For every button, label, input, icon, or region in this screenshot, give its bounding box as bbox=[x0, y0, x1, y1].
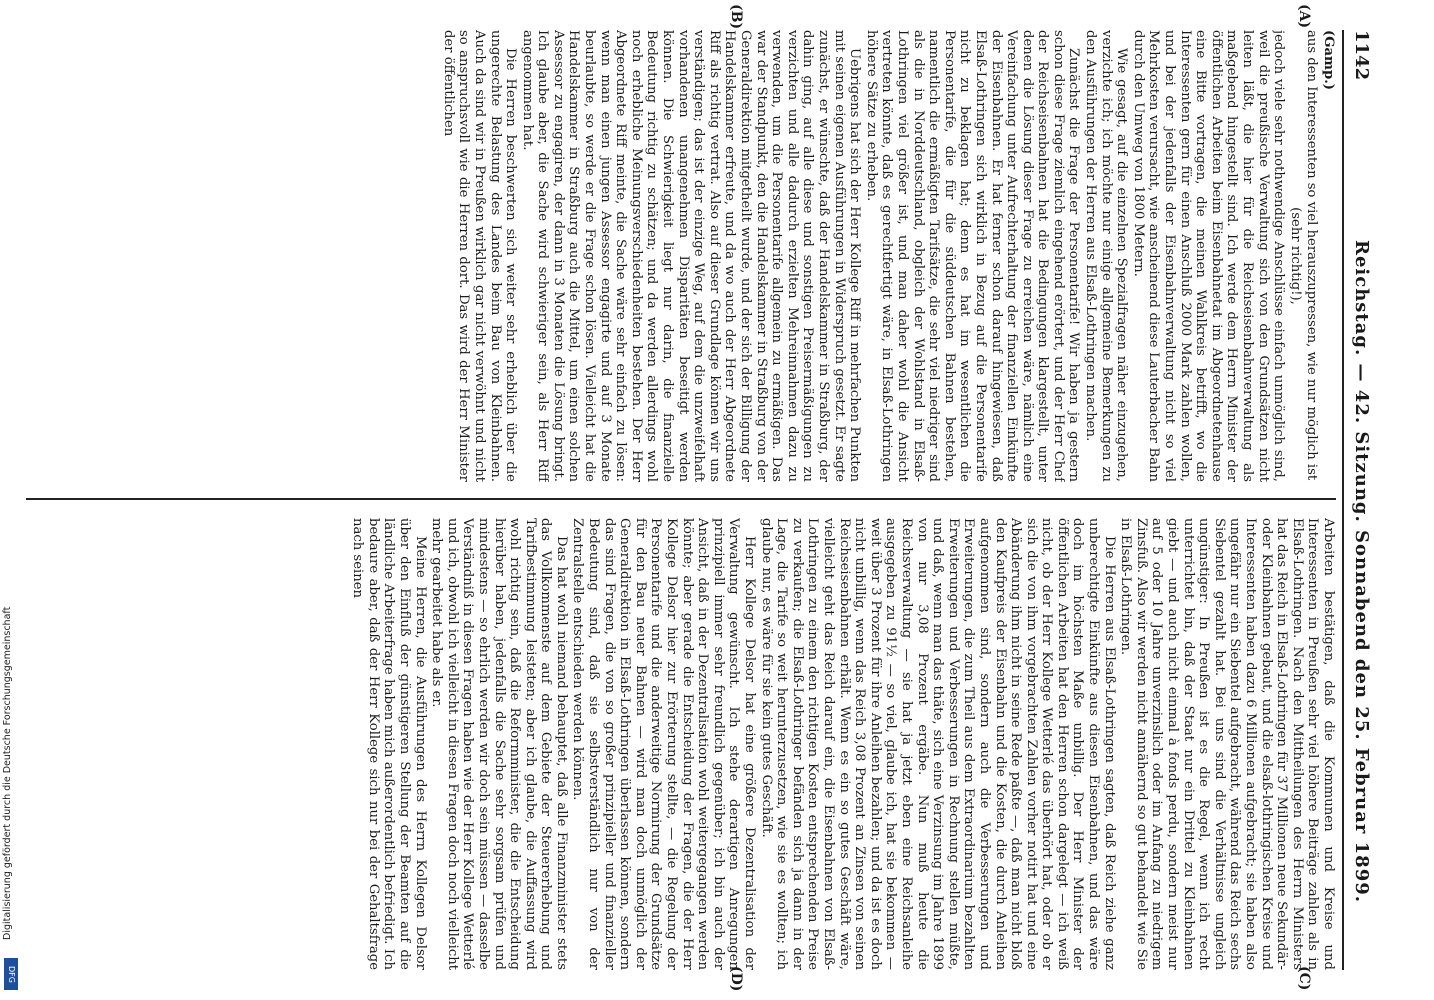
page-header bbox=[1342, 30, 1376, 970]
speaker-label: (Gamp.) bbox=[1321, 30, 1336, 91]
margin-mark-d: (D) bbox=[728, 966, 744, 992]
left-column bbox=[26, 30, 1336, 482]
right-column bbox=[26, 518, 1336, 970]
paragraph: aus den Interessenten so viel herauszupressen, wie nur möglich ist bbox=[1304, 30, 1320, 481]
margin-mark-b: (B) bbox=[728, 4, 744, 30]
paragraph: Wie gesagt, auf die einzelnen Spezialfragen näher einzugehen, verzichte ich; ich möchte nur einige allgemeine Bemerkungen zu den Ausführungen der Herren aus Elsaß-Lothringen machen. bbox=[1083, 30, 1130, 482]
rotated-page-content bbox=[4, 0, 1384, 1000]
paragraph: Das hat wohl niemand behauptet, daß alle Finanzminister stets das Vollkommenste auf dem Gebiete der Steuererhebung und Tarifbestimmung leisteten; aber ich glaube, die Auffassung wird wohl richtig sein, daß die Reformminister, die die Entscheidung hierüber haben, jedenfalls die Sache sehr sorgsam prüfen und mindestens — so ehrlich werden wir doch sein müssen — dasselbe Verständniß in diesen Fragen haben wie der Herr Kollege Wetterlé und ich, obwohl ich vielleicht in diesen Fragen doch noch vielleicht mehr gearbeitet habe als er. bbox=[429, 518, 569, 970]
digitization-credit: Digitalisierung gefördert durch die Deutsche Forschungsgemeinschaft bbox=[2, 606, 13, 940]
margin-mark-a: (A) bbox=[1296, 4, 1312, 29]
paragraph: Die Herren beschwerten sich weiter sehr erheblich über die ungerechte Belastung des Landes beim Bau von Kleinbahnen. Auch da sind wir in Preußen wirklich gar nicht verwöhnt und nicht so anspruchsvoll wie die Herren dort. Das wird der Herr Minister der öffentlichen bbox=[440, 30, 519, 482]
paragraph: Zunächst die Frage der Personentarife! Wir haben ja gestern schon diese Frage ziemlich eingehend erörtert, und der Herr Chef der Reichseisenbahnen hat die Bedingungen klargestellt, unter denen die Lösung dieser Frage zu erreichen wäre, nämlich eine Vereinfachung unter Aufrechterhaltung der finanziellen Einkünfte der Eisenbahnen. Er hat ferner schon darauf hingewiesen, daß Elsaß-Lothringen sich wirklich in Bezug auf die Personentarife nicht zu beklagen hat; denn es hat im wesentlichen die Personentarife, die für die süddeutschen Bahnen bestehen, namentlich die ermäßigten Tarifsätze, die sehr viel niedriger sind als die in Norddeutschland, obgleich der Wohlstand in Elsaß-Lothringen viel größer ist, und man daher wohl die Ansicht vertreten könnte, daß es gerechtfertigt wäre, in Elsaß-Lothringen höhere Sätze zu erheben. bbox=[863, 30, 1082, 482]
paragraph: Arbeiten bestätigen, daß die Kommunen und Kreise und Interessenten in Preußen sehr viel höhere Beiträge zahlen als in Elsaß-Lothringen. Nach den Mittheilungen des Herrn Ministers hat das Reich in Elsaß-Lothringen für 37 Millionen neue Sekundär- oder Kleinbahnen gebaut, und die elsaß-lothringischen Kreise und Interessenten haben dazu 6 Millionen aufgebracht; sie haben also ungefähr nur ein Siebentel aufgebracht, während das Reich sechs Siebentel gezahlt hat. Bei uns sind die Verhältnisse ungleich ungünstiger: In Preußen ist es die Regel, wenn ich recht unterrichtet bin, daß der Staat nur ein Drittel zu Kleinbahnen giebt — und auch nicht einmal à fonds perdu, sondern meist nur auf 5 oder 10 Jahre unverzinslich oder im Anfang zu niedrigem Zinsfuß. Also wir werden nicht annähernd so gut behandelt wie Sie in Elsaß-Lothringen. bbox=[1118, 518, 1336, 970]
paragraph: Meine Herren, die Ausführungen des Herrn Kollegen Delsor über den Einfluß der günstigeren Stellung der Beamten auf die ländliche Arbeiterfrage haben mich außerordentlich befriedigt. Ich bedaure aber, daß der Herr Kollege sich nur bei der Gehaltsfrage nach seinen bbox=[350, 518, 428, 970]
paragraph: jedoch viele sehr nothwendige Anschlüsse einfach unmöglich sind, weil die preußische Verwaltung sich von den Grundsätzen nicht leiten läßt, die hier für die Reichseisenbahnverwaltung als maßgebend hingestellt sind. Ich werde dem Herrn Minister der öffentlichen Arbeiten beim Eisenbahnetat im Abgeordnetenhause eine Bitte vortragen, die meinen Wahlkreis betrifft, wo die Interessenten gern für einen Anschluß 2000 Mark zahlen wollen, und bei der jedenfalls der Eisenbahnverwaltung nicht so viel Mehrkosten verursacht, wie anscheinend diese Lauterbacher Bahn durch den Umweg von 1800 Metern. bbox=[1130, 30, 1287, 482]
running-head: Reichstag. — 42. Sitzung. Sonnabend den 25. Februar 1899. bbox=[1351, 240, 1372, 904]
paragraph: Herr Kollege Delsor hat eine größere Dezentralisation der Verwaltung gewünscht. Ich stehe derartigen Anregungen prinzipiell immer sehr freundlich gegenüber; ich bin auch der Ansicht, daß in der Dezentralisation wohl weitergegangen werden könnte; aber gerade die Entscheidung der Fragen, die der Herr Kollege Delsor hier zur Erörterung stellte, — die Regelung der Personentarife und die anderweitige Normirung der Grundsätze für den Bau neuer Bahnen — wird man doch unmöglich der Generaldirektion in Elsaß-Lothringen überlassen können, sondern das sind Fragen, die von so großer prinzipieller und finanzieller Bedeutung sind, daß sie selbstverständlich nur von der Zentralstelle entschieden werden können. bbox=[570, 518, 758, 970]
column-divider bbox=[26, 498, 1336, 500]
paragraph: Uebrigens hat sich der Herr Kollege Riff in mehrfachen Punkten mit seinen eigenen Ausführungen in Widerspruch gesetzt. Er sagte zunächst, er wünschte, daß der Handelskammer in Straßburg, der dahin ging, auf alle diese und sonstigen Preisermäßigungen zu verzichten und alle dadurch erzielten Mehreinnahmen dazu zu verwenden, um die Personentarife allgemein zu ermäßigen. Das war der Standpunkt, den die Handelskammer in Straßburg von der Generaldirektion mitgetheilt wurde, und der sich der Billigung der Handelskammer erfreute, und da wo auch der Herr Abgeordnete Riff als richtig vertrat. Also auf dieser Grundlage können wir uns verständigen; das ist der einzige Weg, auf dem die unzweifelhaft vorhandenen unangenehmen Disparitäten beseitigt werden können. Die Schwierigkeit liegt nur darin, die finanzielle Bedeutung richtig zu schätzen; und da werden allerdings wohl noch erhebliche Meinungsverschiedenheiten bestehen. Der Herr Abgeordnete Riff meinte, die Sache wäre sehr einfach zu lösen: wenn man einen jungen Assessor engagirte und auf 3 Monate beurlaubte, so werde er die Frage schon lösen. Vielleicht hat die Handelskammer in Straßburg auch die Mittel, um einen solchen Assessor zu engagiren, der dann in 3 Monaten die Lösung bringt. Ich glaube aber, die Sache wird schwieriger sein, als Herr Riff angenommen hat. bbox=[519, 30, 863, 482]
paragraph: Die Herren aus Elsaß-Lothringen sagten, daß Reich ziehe ganz unberechtigte Einkünfte aus diesen Eisenbahnen, und das wäre doch im höchsten Maße unbillig. Der Herr Minister der öffentlichen Arbeiten hat den Herren schon dargelegt — ich weiß nicht, ob der Herr Kollege Wetterlé das überhört hat, oder ob er sich die von ihm vorgebrachten Zahlen vorher notirt hat und eine Abänderung ihm nicht in seine Rede paßte —, daß man nicht bloß den Kaufpreis der Eisenbahn und die Kosten, die durch Anleihen aufgenommen sind, sondern auch die Verbesserungen und Erweiterungen, die zum Theil aus dem Extraordinarium bezahlten Erweiterungen und Verbesserungen in Rechnung stellen müßte, und daß, wenn man das thäte, sich eine Verzinsung im Jahre 1899 von nur 3,08 Prozent ergäbe. Nun muß heute die Reichsverwaltung — sie hat ja jetzt eben eine Reichsanleihe ausgegeben zu 91½ — so viel, glaube ich, hat sie bekommen — weit über 3 Prozent für ihre Anleihen bezahlen; und da ist es doch nicht unbillig, wenn das Reich 3,08 Prozent an Zinsen von seinen Reichseisenbahnen erhält. Wenn es ein so gutes Geschäft wäre, vielleicht geht das Reich darauf ein, die Eisenbahnen von Elsaß-Lothringen zu einem den richtigen Kosten entsprechenden Preise zu verkaufen; die Elsaß-Lothringer befänden sich ja dann in der Lage, die Tarife so weit herunterzusetzen, wie sie es wollten; ich glaube nur, es wäre für sie kein gutes Geschäft. bbox=[758, 518, 1117, 970]
page-number: 1142 bbox=[1351, 30, 1372, 81]
two-column-body bbox=[26, 30, 1336, 970]
dfg-logo: DFG bbox=[4, 958, 18, 990]
margin-mark-c: (C) bbox=[1296, 966, 1312, 991]
interjection: (sehr richtig!), bbox=[1287, 207, 1303, 305]
